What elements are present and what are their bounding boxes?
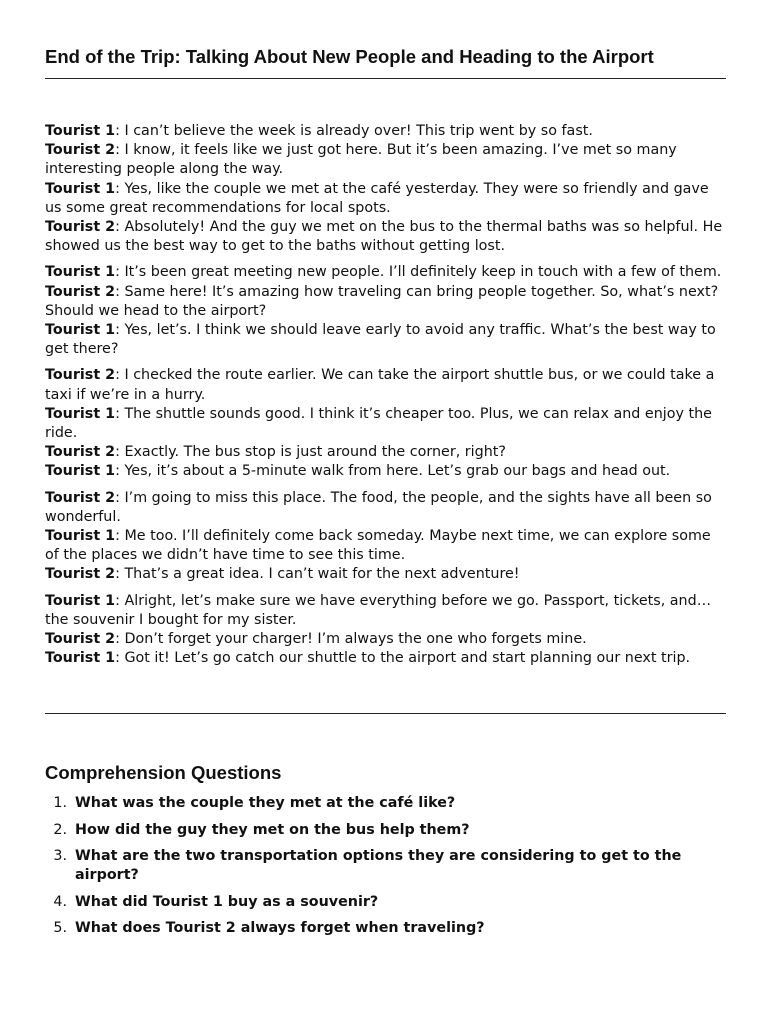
question-number: 3. [53,848,67,865]
speaker-name: Tourist 1 [45,180,116,197]
dialogue-line [45,321,726,359]
title-divider [45,78,726,79]
line-text: : Don’t forget your charger! I’m always the one who forgets mine. [115,631,587,648]
line-text: : Yes, let’s. I think we should leave early to avoid any traffic. What’s the best way to get there? [45,322,716,358]
dialogue-line [45,489,726,527]
speaker-name: Tourist 2 [45,631,116,648]
dialogue-line [45,462,726,481]
dialogue-line [45,180,726,218]
line-text: : Yes, it’s about a 5-minute walk from here. Let’s grab our bags and head out. [115,463,671,480]
question-list [45,794,726,938]
speaker-name: Tourist 2 [45,367,116,384]
dialogue-line [45,218,726,256]
dialogue-line [45,443,726,462]
line-text: : That’s a great idea. I can’t wait for the next adventure! [115,566,520,583]
dialogue-line [45,263,726,282]
line-text: : I know, it feels like we just got here. But it’s been amazing. I’ve met so many interesting people along the way. [45,142,677,178]
dialogue-line [45,565,726,584]
question-text: How did the guy they met on the bus help them? [75,821,470,838]
document-title: End of the Trip: Talking About New People and Heading to the Airport [45,46,654,67]
speaker-name: Tourist 2 [45,444,116,461]
question-text: What did Tourist 1 buy as a souvenir? [75,893,379,910]
dialogue-block [45,366,726,481]
question-item [45,821,726,840]
dialogue-block [45,122,726,256]
speaker-name: Tourist 2 [45,142,116,159]
dialogue-block [45,592,726,669]
speaker-name: Tourist 2 [45,283,116,300]
speaker-name: Tourist 2 [45,219,116,236]
line-text: : I checked the route earlier. We can take the airport shuttle bus, or we could take a taxi if we’re in a hurry. [45,367,715,403]
speaker-name: Tourist 1 [45,592,116,609]
speaker-name: Tourist 1 [45,264,116,281]
speaker-name: Tourist 1 [45,528,116,545]
line-text: : Yes, like the couple we met at the café yesterday. They were so friendly and gave us some great recommendations for local spots. [45,180,709,216]
speaker-name: Tourist 1 [45,123,116,139]
question-item [45,794,726,813]
speaker-name: Tourist 2 [45,489,116,506]
line-text: : Me too. I’ll definitely come back someday. Maybe next time, we can explore some of the places we didn’t have time to see this time. [45,528,711,564]
dialogue-line [45,283,726,321]
line-text: : Alright, let’s make sure we have everything before we go. Passport, tickets, and… the souvenir I bought for my sister. [45,592,711,628]
speaker-name: Tourist 1 [45,650,116,667]
dialogue-line [45,592,726,630]
line-text: : Got it! Let’s go catch our shuttle to the airport and start planning our next trip. [115,650,691,667]
question-number: 4. [53,893,67,910]
speaker-name: Tourist 2 [45,566,116,583]
line-text: : I can’t believe the week is already over! This trip went by so fast. [115,123,593,139]
question-item [45,847,726,885]
speaker-name: Tourist 1 [45,405,116,422]
line-text: : The shuttle sounds good. I think it’s cheaper too. Plus, we can relax and enjoy the ride. [45,405,712,442]
speaker-name: Tourist 1 [45,322,116,339]
section-divider [45,713,726,714]
dialogue-line [45,366,726,404]
dialogue-line [45,405,726,443]
dialogue [45,122,726,675]
question-text: What does Tourist 2 always forget when traveling? [75,920,485,937]
line-text: : I’m going to miss this place. The food, the people, and the sights have all been so wonderful. [45,489,712,525]
line-text: : Exactly. The bus stop is just around the corner, right? [115,444,506,461]
question-number: 2. [53,821,67,838]
dialogue-line [45,649,726,668]
comprehension-questions [45,760,726,946]
question-number: 5. [53,920,67,937]
line-text: : Absolutely! And the guy we met on the bus to the thermal baths was so helpful. He showed us the best way to get to the baths without getting lost. [45,219,723,255]
question-number: 1. [53,795,67,811]
question-item [45,893,726,912]
dialogue-line [45,527,726,565]
dialogue-block [45,263,726,359]
line-text: : It’s been great meeting new people. I’ll definitely keep in touch with a few of them. [115,264,722,281]
dialogue-line [45,122,726,141]
dialogue-line [45,141,726,179]
line-text: : Same here! It’s amazing how traveling can bring people together. So, what’s next? Should we head to the airport? [45,283,719,319]
dialogue-block [45,489,726,585]
dialogue-line [45,630,726,649]
speaker-name: Tourist 1 [45,463,116,480]
question-text: What was the couple they met at the café like? [75,795,456,811]
questions-heading: Comprehension Questions [45,762,282,783]
question-item [45,919,726,938]
question-text: What are the two transportation options they are considering to get to the airport? [75,848,682,884]
